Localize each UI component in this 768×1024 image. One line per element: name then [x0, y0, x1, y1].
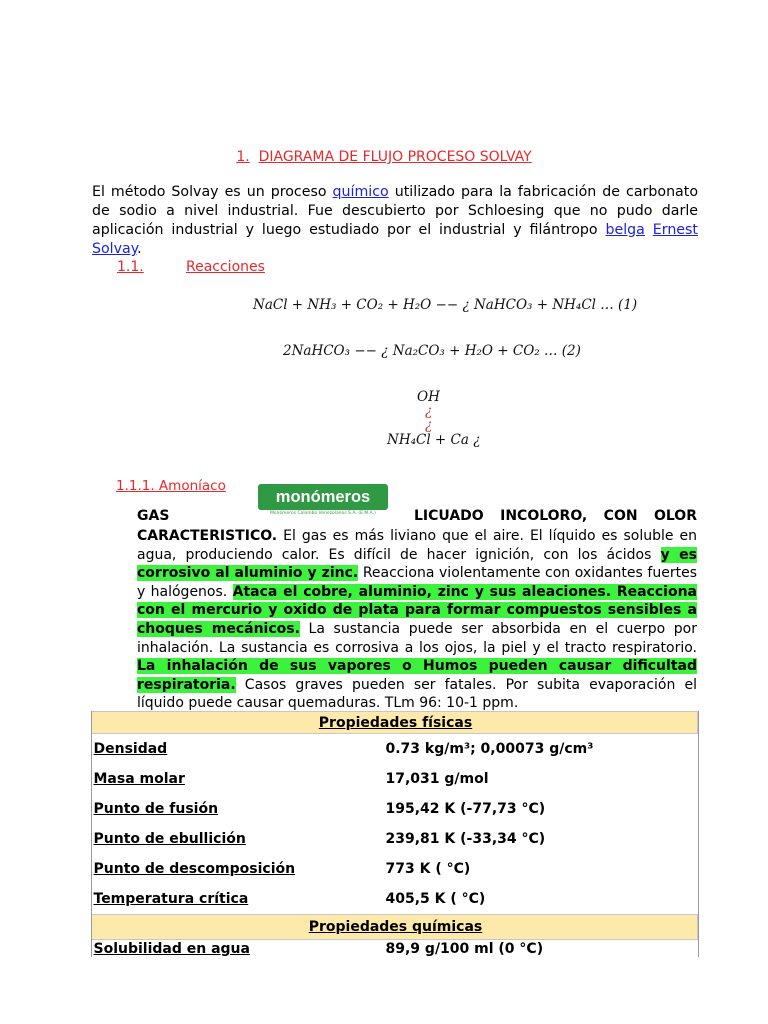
- property-value: 405,5 K ( °C): [385, 891, 486, 907]
- link-ernest-solvay[interactable]: Ernest Solvay: [92, 222, 698, 257]
- section-heading-reacciones: [117, 259, 265, 275]
- equation-3-main: NH₄Cl + Ca ¿: [387, 432, 481, 448]
- intro-text-2: utilizado para la fabricación de carbonato de sodio a nivel industrial. Fue descubierto por Schloesing que no pudo darle aplicación industrial y luego estudiado por el industrial y filántropo: [92, 184, 698, 238]
- property-label[interactable]: Punto de ebullición: [93, 831, 246, 847]
- table-header-quimicas: [92, 915, 698, 940]
- table-row: [92, 824, 698, 854]
- ammonia-description: [137, 527, 697, 713]
- table-row: [92, 764, 698, 794]
- property-label[interactable]: Masa molar: [93, 771, 185, 787]
- desc-text-3: La sustancia puede ser absorbida en el cuerpo por inhalación. La sustancia es corrosiva a los ojos, la piel y el tracto respiratorio.: [137, 620, 697, 656]
- property-label[interactable]: Densidad: [93, 741, 168, 757]
- gas-heading-rest: LICUADO INCOLORO, CON OLOR: [414, 508, 697, 524]
- equation-3-q2: ¿: [425, 417, 433, 433]
- intro-paragraph: [92, 183, 698, 259]
- link-belga[interactable]: belga: [605, 222, 645, 238]
- table-row: [92, 734, 698, 765]
- intro-text-4: .: [137, 241, 142, 257]
- intro-text-3: [645, 222, 653, 238]
- property-label[interactable]: Punto de descomposición: [93, 861, 296, 877]
- caracteristico-label: CARACTERISTICO.: [137, 528, 278, 544]
- highlight-ataca: Ataca el cobre, aluminio, zinc y sus aleaciones. Reacciona con el mercurio y oxido de plata para formar compuestos sensibles a choques mecánicos.: [137, 583, 698, 637]
- equation-3-q1: ¿: [425, 403, 433, 419]
- page-title: [0, 149, 768, 165]
- highlight-corrosivo: y es corrosivo al aluminio y zinc.: [137, 546, 698, 582]
- header-fisicas-label: Propiedades físicas: [318, 714, 473, 731]
- properties-table: [91, 711, 698, 958]
- header-quimicas-label: Propiedades químicas: [308, 919, 483, 935]
- title-number: 1.: [236, 149, 250, 165]
- gas-heading-start: GAS: [137, 508, 170, 524]
- subsection-amoniaco: 1.1.1. Amoníaco: [116, 478, 226, 494]
- table-header-fisicas: [92, 712, 698, 734]
- logo-wordmark: monómeros: [258, 484, 388, 510]
- equation-1: NaCl + NH₃ + CO₂ + H₂O −− ¿ NaHCO₃ + NH₄Cl … (1): [253, 297, 638, 313]
- equation-2: 2NaHCO₃ −− ¿ Na₂CO₃ + H₂O + CO₂ … (2): [283, 343, 581, 359]
- property-value: 195,42 K (-77,73 °C): [385, 801, 546, 817]
- intro-text-1: El método Solvay es un proceso: [92, 184, 333, 200]
- desc-text-4: Casos graves pueden ser fatales. Por subita evaporación el líquido puede causar quemaduras. TLm 96: 10-1 ppm.: [137, 676, 697, 712]
- desc-text-2: Reacciona violentamente con oxidantes fuertes y halógenos.: [137, 565, 697, 600]
- logo-subtitle: Monómeros Colombo Venezolanos S.A. (E.M.A.): [270, 511, 376, 516]
- property-label[interactable]: Solubilidad en agua: [93, 941, 250, 957]
- desc-text-1: El gas es más liviano que el aire. El líquido es soluble en agua, produciendo calor. Es difícil de hacer ignición, con los ácidos: [137, 528, 697, 563]
- property-value: 89,9 g/100 ml (0 °C): [385, 941, 544, 957]
- property-label[interactable]: Temperatura crítica: [93, 891, 249, 907]
- section-label: Reacciones: [186, 259, 265, 275]
- title-text: DIAGRAMA DE FLUJO PROCESO SOLVAY: [258, 149, 532, 165]
- table-row: [92, 854, 698, 884]
- table-row: [92, 884, 698, 915]
- equation-3-oh: OH: [417, 389, 440, 405]
- property-label[interactable]: Punto de fusión: [93, 801, 219, 817]
- table-row: [92, 940, 698, 959]
- property-value: 17,031 g/mol: [385, 771, 489, 787]
- section-number: 1.1.: [117, 259, 144, 275]
- monomeros-logo: [258, 484, 388, 520]
- highlight-inhalacion: La inhalación de sus vapores o Humos pueden causar dificultad respiratoria.: [137, 658, 697, 693]
- table-row: [92, 794, 698, 824]
- property-value: 239,81 K (-33,34 °C): [385, 831, 546, 847]
- link-quimico[interactable]: químico: [332, 184, 389, 200]
- property-value: 0.73 kg/m³; 0,00073 g/cm³: [385, 741, 594, 757]
- property-value: 773 K ( °C): [385, 861, 471, 877]
